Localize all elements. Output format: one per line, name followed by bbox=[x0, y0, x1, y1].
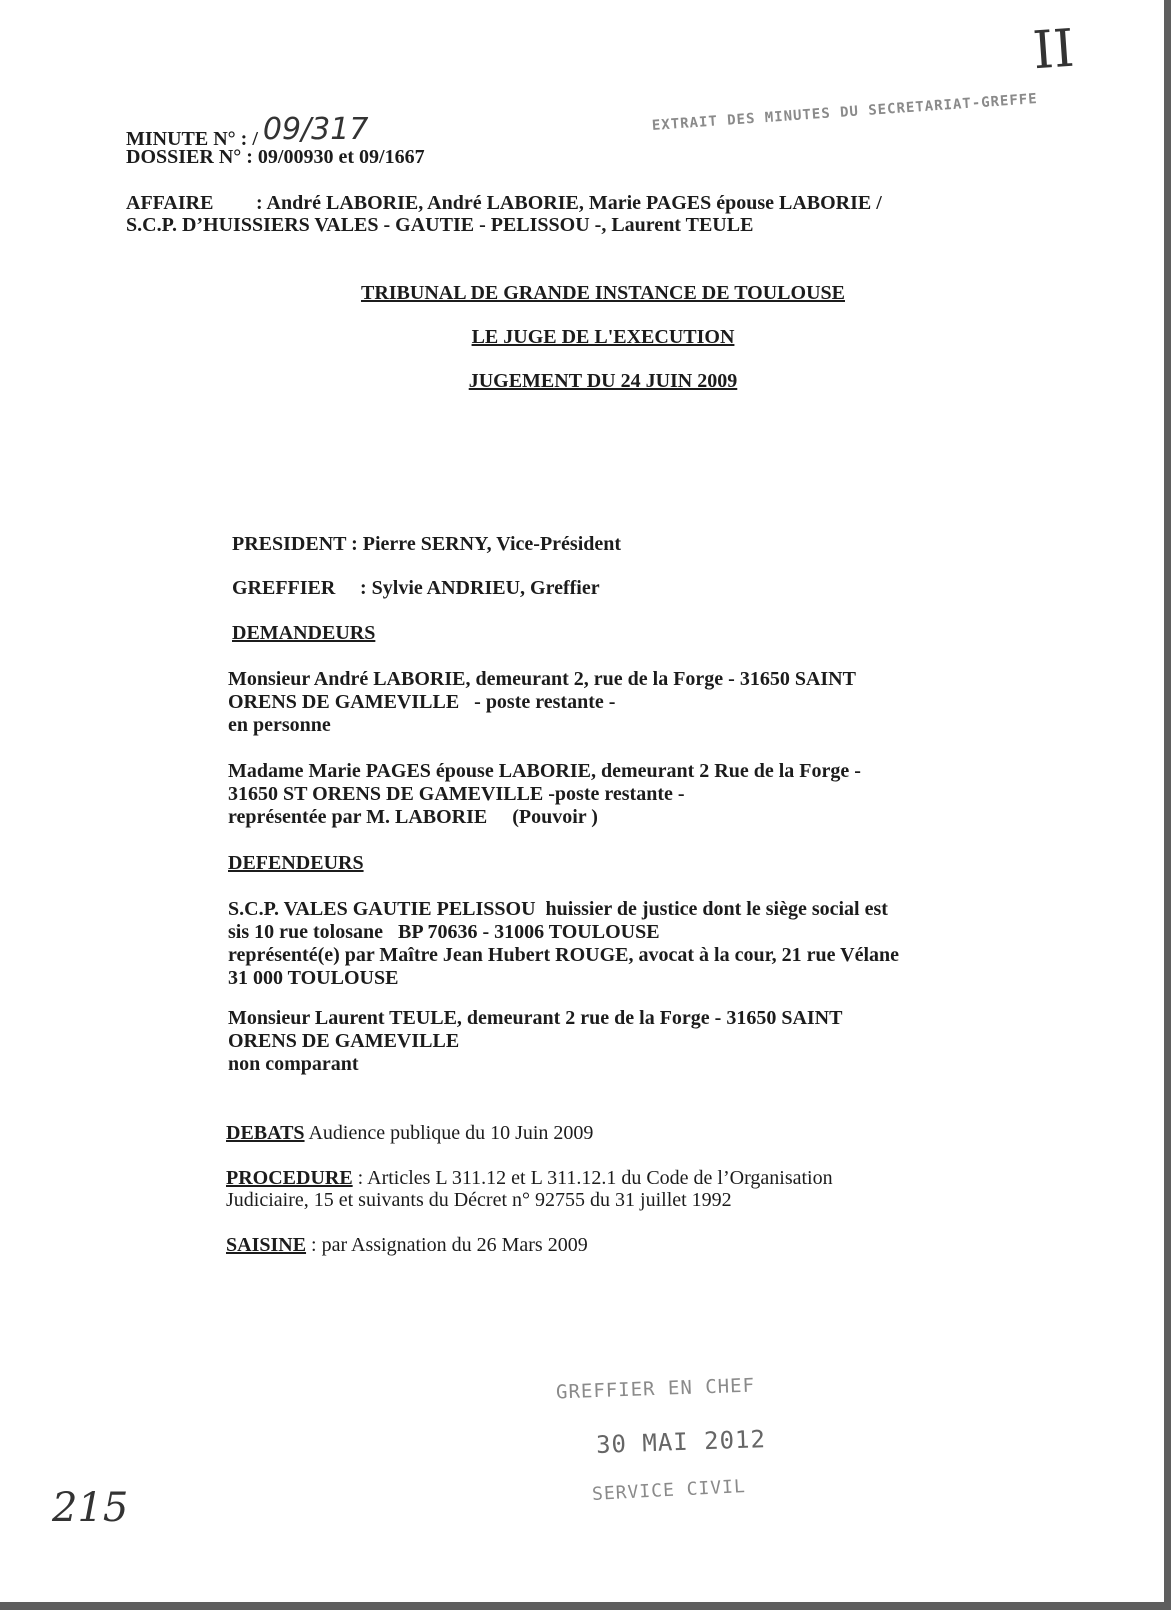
procedure-line-2: Judiciaire, 15 et suivants du Décret n° 92755 du 31 juillet 1992 bbox=[226, 1189, 732, 1211]
demandeur-marie-pages: Madame Marie PAGES épouse LABORIE, demeurant 2 Rue de la Forge - 31650 ST ORENS DE GAMEVILLE -poste restante - représentée par M. LABORIE (Pouvoir ) bbox=[228, 760, 861, 828]
juge-heading: LE JUGE DE L'EXECUTION bbox=[471, 326, 735, 348]
jugement-heading: JUGEMENT DU 24 JUIN 2009 bbox=[468, 370, 738, 392]
defendeur-scp-vales: S.C.P. VALES GAUTIE PELISSOU huissier de justice dont le siège social est sis 10 rue tolosane BP 70636 - 31006 TOULOUSE représenté(e) par Maître Jean Hubert ROUGE, avocat à la cour, 21 rue Vélane 31 000 TOULOUSE bbox=[228, 898, 899, 989]
handwritten-page-number: 215 bbox=[52, 1485, 129, 1531]
greffier-line: GREFFIER : Sylvie ANDRIEU, Greffier bbox=[232, 577, 600, 599]
extract-stamp: EXTRAIT DES MINUTES DU SECRETARIAT-GREFFE bbox=[651, 91, 1039, 134]
affaire-line-1: AFFAIRE : André LABORIE, André LABORIE, Marie PAGES épouse LABORIE / bbox=[126, 192, 882, 214]
debats-label: DEBATS bbox=[226, 1122, 305, 1144]
greffier-stamp-line-3: SERVICE CIVIL bbox=[591, 1475, 747, 1506]
procedure-label: PROCEDURE bbox=[226, 1167, 353, 1189]
minute-value: 09/317 bbox=[262, 112, 369, 147]
greffier-stamp-line-1: GREFFIER EN CHEF bbox=[555, 1374, 756, 1404]
president-line: PRESIDENT : Pierre SERNY, Vice-Président bbox=[232, 533, 622, 555]
saisine-label: SAISINE bbox=[226, 1234, 307, 1256]
demandeur-andre-laborie: Monsieur André LABORIE, demeurant 2, rue de la Forge - 31650 SAINT ORENS DE GAMEVILLE - poste restante - en personne bbox=[228, 668, 856, 736]
saisine-line: SAISINE : par Assignation du 26 Mars 2009 bbox=[226, 1234, 588, 1256]
defendeur-laurent-teule: Monsieur Laurent TEULE, demeurant 2 rue de la Forge - 31650 SAINT ORENS DE GAMEVILLE non comparant bbox=[228, 1007, 843, 1075]
dossier-value: 09/00930 et 09/1667 bbox=[257, 146, 425, 168]
defendeurs-title: DEFENDEURS bbox=[228, 852, 364, 874]
corner-mark: II bbox=[1030, 18, 1077, 82]
procedure-line-1: PROCEDURE : Articles L 311.12 et L 311.12.1 du Code de l’Organisation bbox=[226, 1167, 833, 1189]
debats-line: DEBATS Audience publique du 10 Juin 2009 bbox=[226, 1122, 594, 1144]
affaire-line-2: S.C.P. D’HUISSIERS VALES - GAUTIE - PELISSOU -, Laurent TEULE bbox=[126, 214, 754, 236]
tribunal-heading: TRIBUNAL DE GRANDE INSTANCE DE TOULOUSE bbox=[360, 282, 845, 304]
affaire-label: AFFAIRE bbox=[126, 192, 214, 214]
demandeurs-title: DEMANDEURS bbox=[232, 622, 376, 644]
dossier-line bbox=[126, 146, 425, 169]
minute-label: MINUTE N° : / bbox=[126, 128, 258, 150]
greffier-stamp-date: 30 MAI 2012 bbox=[595, 1425, 767, 1459]
dossier-label: DOSSIER N° : bbox=[126, 146, 253, 168]
greffier-label: GREFFIER bbox=[232, 577, 336, 599]
